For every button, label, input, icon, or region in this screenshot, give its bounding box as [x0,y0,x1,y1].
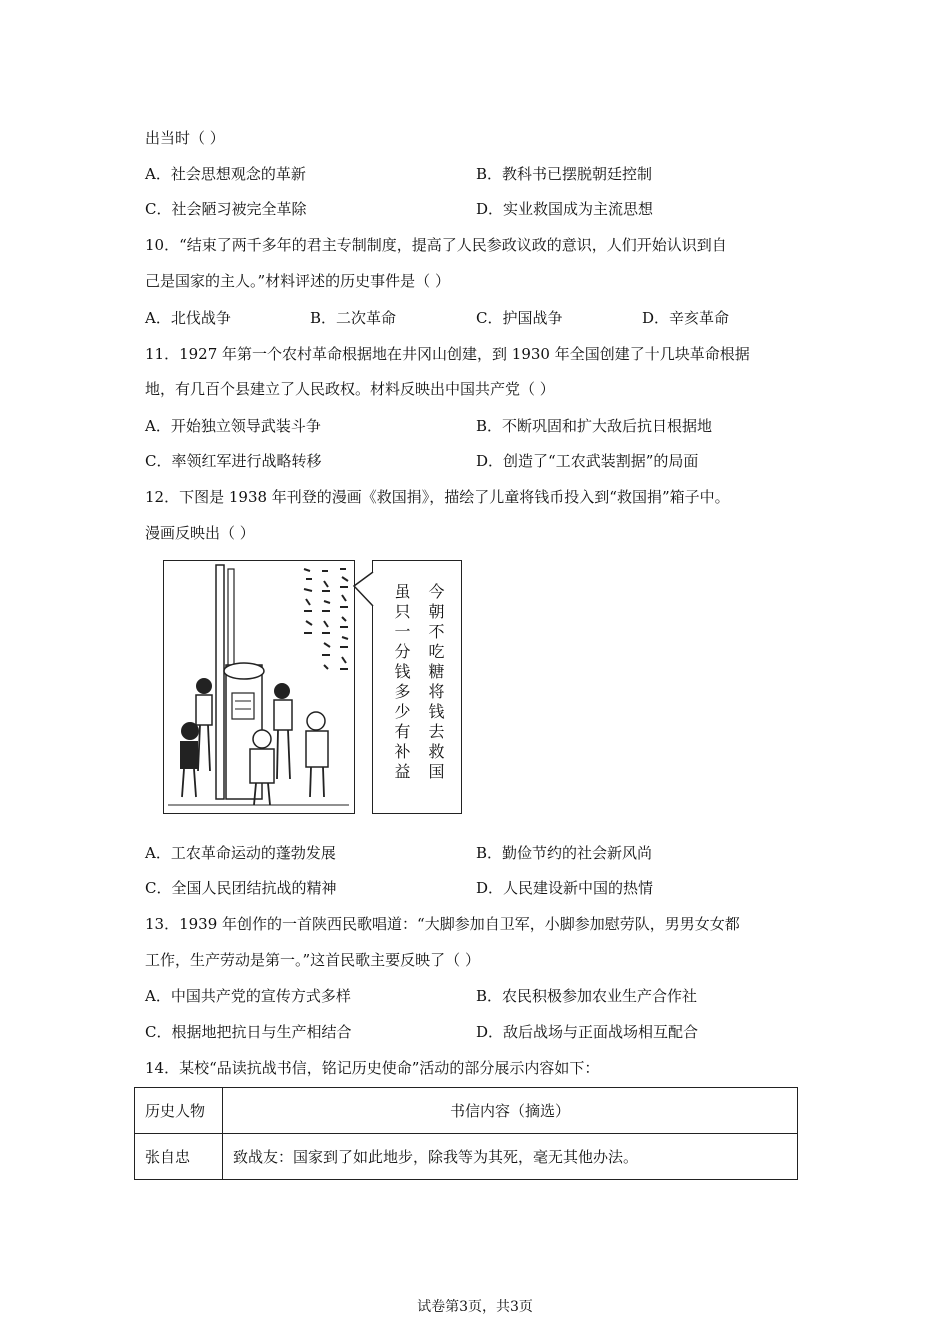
q11-option-d: D．创造了“工农武装割据”的局面 [476,452,699,470]
q12-stem-line1: 12．下图是 1938 年刊登的漫画《救国捐》，描绘了儿童将钱币投入到“救国捐”箱子中。 [145,488,730,506]
table-header-row [135,1088,798,1134]
table-cell-person: 张自忠 [135,1134,223,1180]
speech-column-left: 虽只一分钱多少有补益 [392,583,411,783]
q11-option-a: A．开始独立领导武装斗争 [145,417,321,435]
q10-option-a: A．北伐战争 [145,309,231,327]
q10-option-b: B．二次革命 [310,309,397,327]
q12-option-d: D．人民建设新中国的热情 [476,879,654,897]
q12-option-a: A．工农革命运动的蓬勃发展 [145,844,336,862]
q13-stem-line2: 工作，生产劳动是第一。”这首民歌主要反映了（ ） [145,951,480,969]
q13-option-c: C．根据地把抗日与生产相结合 [145,1023,352,1041]
speech-bubble [372,560,462,814]
q9-option-d: D．实业救国成为主流思想 [476,200,654,218]
speech-column-right: 今朝不吃糖将钱去救国 [426,583,445,783]
q11-option-b: B．不断巩固和扩大敌后抗日根据地 [476,417,713,435]
table-row [135,1134,798,1180]
q13-option-a: A．中国共产党的宣传方式多样 [145,987,351,1005]
q14-stem: 14．某校“品读抗战书信，铭记历史使命”活动的部分展示内容如下： [145,1059,600,1077]
q13-stem-line1: 13．1939 年创作的一首陕西民歌唱道：“大脚参加自卫军，小脚参加慰劳队，男男女女都 [145,915,740,933]
q9-option-c: C．社会陋习被完全革除 [145,200,307,218]
q10-stem-line2: 己是国家的主人。”材料评述的历史事件是（ ） [145,272,450,290]
q13-option-b: B．农民积极参加农业生产合作社 [476,987,698,1005]
q9-option-b: B．教科书已摆脱朝廷控制 [476,165,653,183]
q12-stem-line2: 漫画反映出（ ） [145,524,255,542]
table-cell-content: 致战友：国家到了如此地步，除我等为其死，毫无其他办法。 [223,1134,798,1180]
q11-option-c: C．率领红军进行战略转移 [145,452,322,470]
speech-pointer [352,570,376,610]
q11-stem-line2: 地，有几百个县建立了人民政权。材料反映出中国共产党（ ） [145,380,555,398]
table-header-content: 书信内容（摘选） [223,1088,798,1134]
cartoon-illustration [163,560,355,814]
q10-option-c: C．护国战争 [476,309,563,327]
q12-option-b: B．勤俭节约的社会新风尚 [476,844,653,862]
q10-option-d: D．辛亥革命 [642,309,730,327]
page-footer: 试卷第3页，共3页 [417,1299,533,1315]
q11-stem-line1: 11．1927 年第一个农村革命根据地在井冈山创建，到 1930 年全国创建了十几块革命根据 [145,345,750,363]
q9-option-a: A．社会思想观念的革新 [145,165,306,183]
q12-option-c: C．全国人民团结抗战的精神 [145,879,337,897]
cartoon-drawing [164,561,353,812]
letters-table [134,1087,798,1180]
q10-stem-line1: 10．“结束了两千多年的君主专制制度，提高了人民参政议政的意识，人们开始认识到自 [145,236,727,254]
q9-stem-end: 出当时（ ） [145,129,225,147]
q13-option-d: D．敌后战场与正面战场相互配合 [476,1023,699,1041]
table-header-person: 历史人物 [135,1088,223,1134]
